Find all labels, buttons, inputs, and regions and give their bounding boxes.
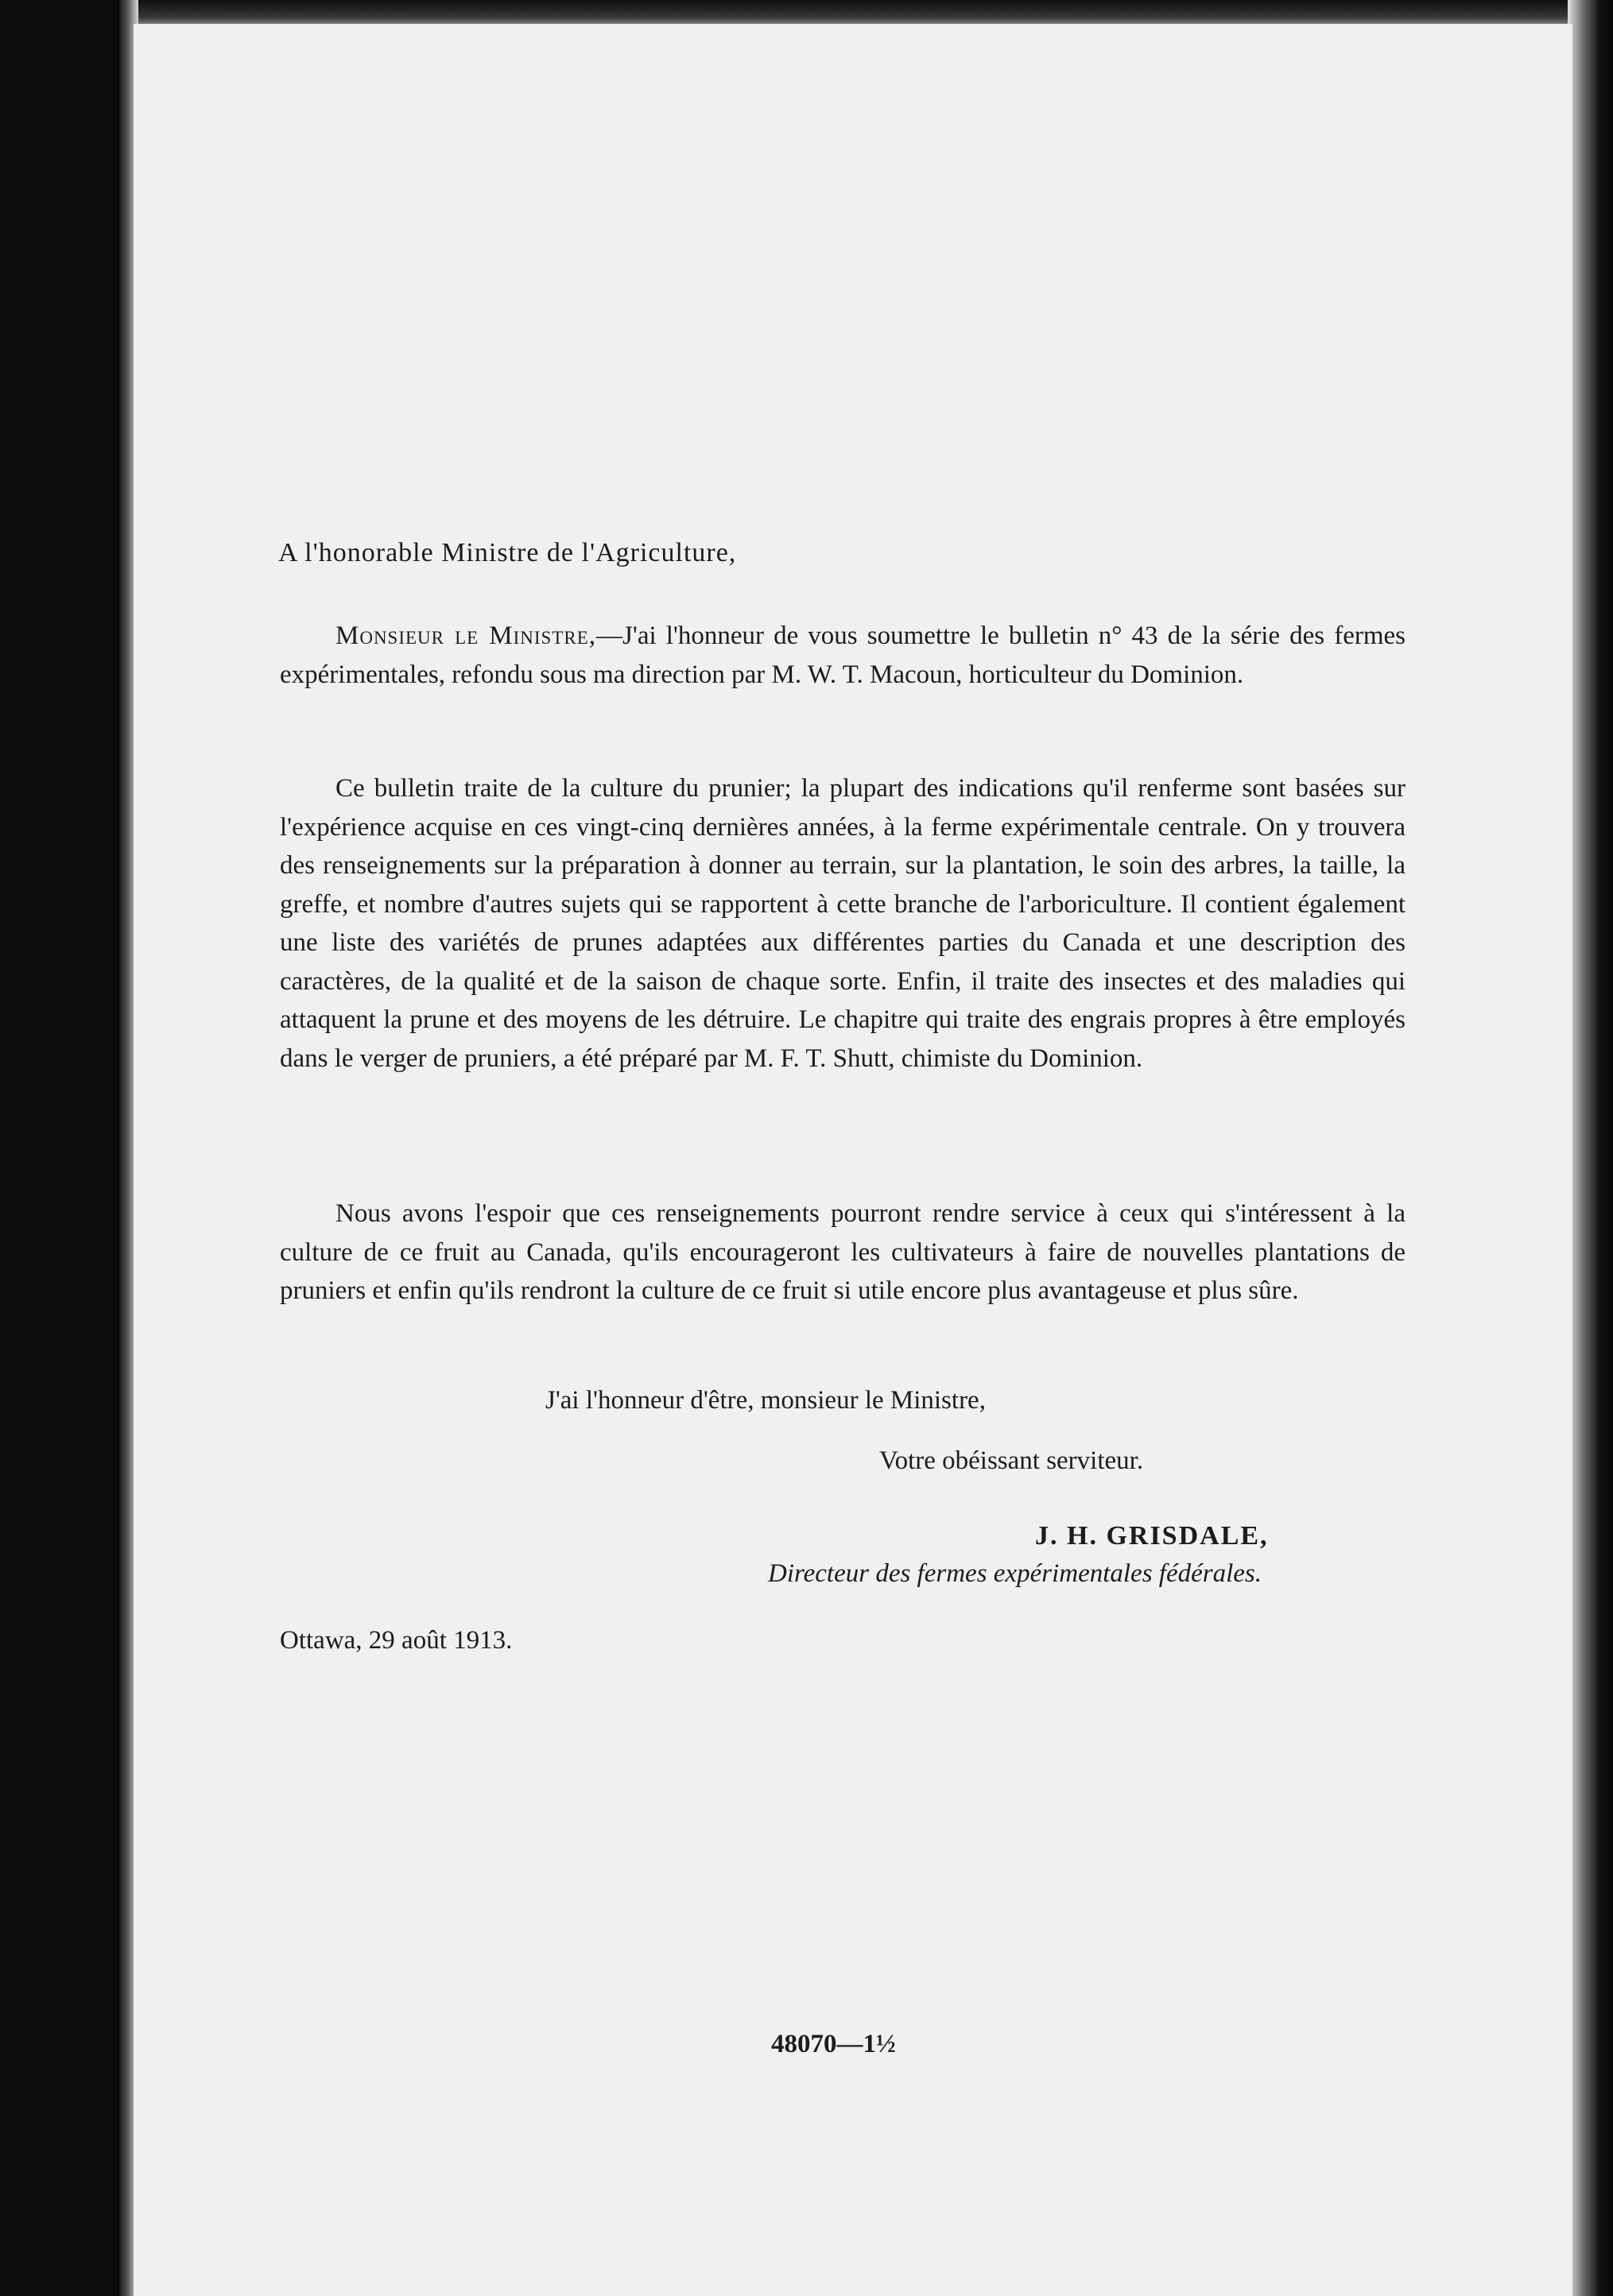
opening-address: Monsieur le Ministre, xyxy=(335,621,597,650)
paragraph-1-text: —J'ai l'honneur de vous soumettre le bulletin n° 43 de la série des fermes expérimentales, refondu sous ma direction par M. W. T. Macoun, horticulteur du Dominion. xyxy=(280,621,1406,689)
scan-right-edge xyxy=(1568,0,1613,2296)
scanned-page xyxy=(134,24,1572,2296)
letter-salutation: A l'honorable Ministre de l'Agriculture, xyxy=(278,538,737,567)
letter-closing: J'ai l'honneur d'être, monsieur le Ministre, xyxy=(545,1386,986,1415)
signer-title: Directeur des fermes expérimentales fédérales. xyxy=(768,1559,1262,1588)
letter-paragraph-1 xyxy=(280,617,1406,694)
letter-paragraph-2: Ce bulletin traite de la culture du prunier; la plupart des indications qu'il renferme sont basées sur l'expérience acquise en ces vingt-cinq dernières années, à la ferme expérimentale centrale. On y trouvera des renseignements sur la préparation à donner au terrain, sur la plantation, le soin des arbres, la taille, la greffe, et nombre d'autres sujets qui se rapportent à cette branche de l'arboriculture. Il contient également une liste des variétés de prunes adaptées aux différentes parties du Canada et une description des caractères, de la qualité et de la saison de chaque sorte. Enfin, il traite des insectes et des maladies qui attaquent la prune et des moyens de les détruire. Le chapitre qui traite des engrais propres à être employés dans le verger de pruniers, a été préparé par M. F. T. Shutt, chimiste du Dominion. xyxy=(280,774,1406,1073)
signer-name: J. H. GRISDALE, xyxy=(1035,1521,1269,1551)
letter-servant-line: Votre obéissant serviteur. xyxy=(879,1446,1144,1475)
page-number: 48070—1½ xyxy=(771,2030,896,2058)
place-and-date: Ottawa, 29 août 1913. xyxy=(280,1626,513,1655)
letter-paragraph-3: Nous avons l'espoir que ces renseignements pourront rendre service à ceux qui s'intéressent à la culture de ce fruit au Canada, qu'ils encourageront les cultivateurs à faire de nouvelles plantations de pruniers et enfin qu'ils rendront la culture de ce fruit si utile encore plus avantageuse et plus sûre. xyxy=(280,1199,1406,1305)
